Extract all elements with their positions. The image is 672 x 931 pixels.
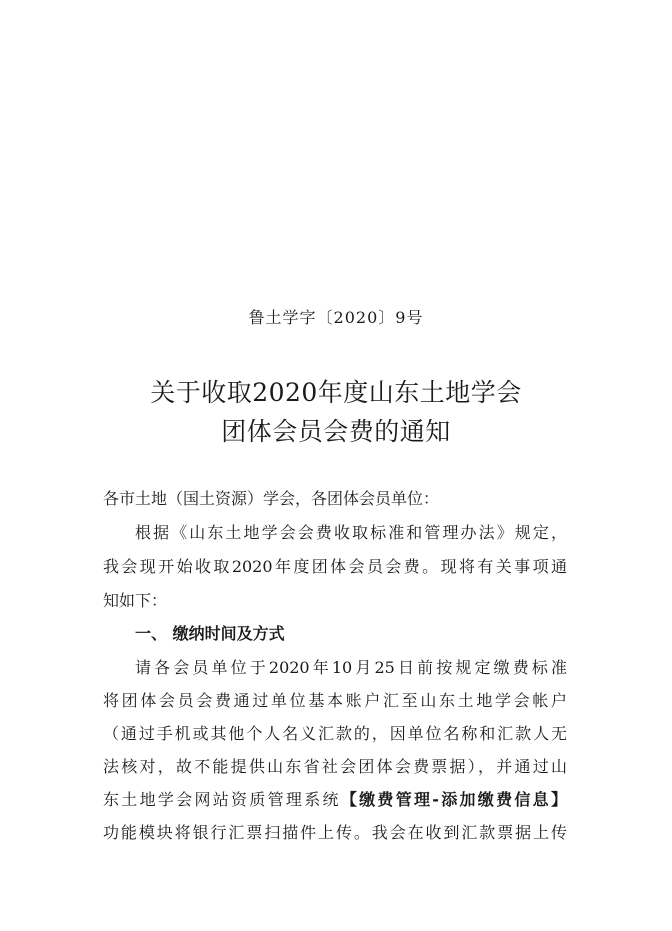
paragraph-2-line-5-text: 东土地学会网站资质管理系统: [103, 790, 341, 809]
document-title-line2: 团体会员会费的通知: [221, 417, 451, 446]
paragraph-1-line-3: 知如下：: [103, 591, 168, 610]
paragraph-1-line-1: 根据《山东土地学会会费收取标准和管理办法》规定，: [135, 523, 567, 542]
salutation: 各市土地（国土资源）学会，各团体会员单位：: [103, 489, 440, 508]
paragraph-2-line-5: [103, 787, 567, 810]
document-title-line1: 关于收取2020年度山东土地学会: [150, 378, 522, 407]
menu-path-reference: 【缴费管理-添加缴费信息】: [340, 790, 567, 809]
paragraph-1-line-2: 我会现开始收取2020年度团体会员会费。现将有关事项通: [103, 557, 567, 576]
paragraph-2-line-4: 法核对，故不能提供山东省社会团体会费票据），并通过山: [103, 757, 567, 776]
paragraph-2-line-1: 请各会员单位于2020年10月25日前按规定缴费标准: [135, 658, 567, 677]
paragraph-2-line-3: （通过手机或其他个人名义汇款的，因单位名称和汇款人无: [103, 724, 567, 743]
document-number: 鲁土学字〔2020〕9号: [248, 308, 424, 327]
paragraph-2-line-6: 功能模块将银行汇票扫描件上传。我会在收到汇款票据上传: [103, 823, 567, 842]
section-heading-1: 一、 缴纳时间及方式: [135, 624, 285, 643]
paragraph-2-line-2: 将团体会员会费通过单位基本账户汇至山东土地学会帐户: [103, 691, 567, 710]
